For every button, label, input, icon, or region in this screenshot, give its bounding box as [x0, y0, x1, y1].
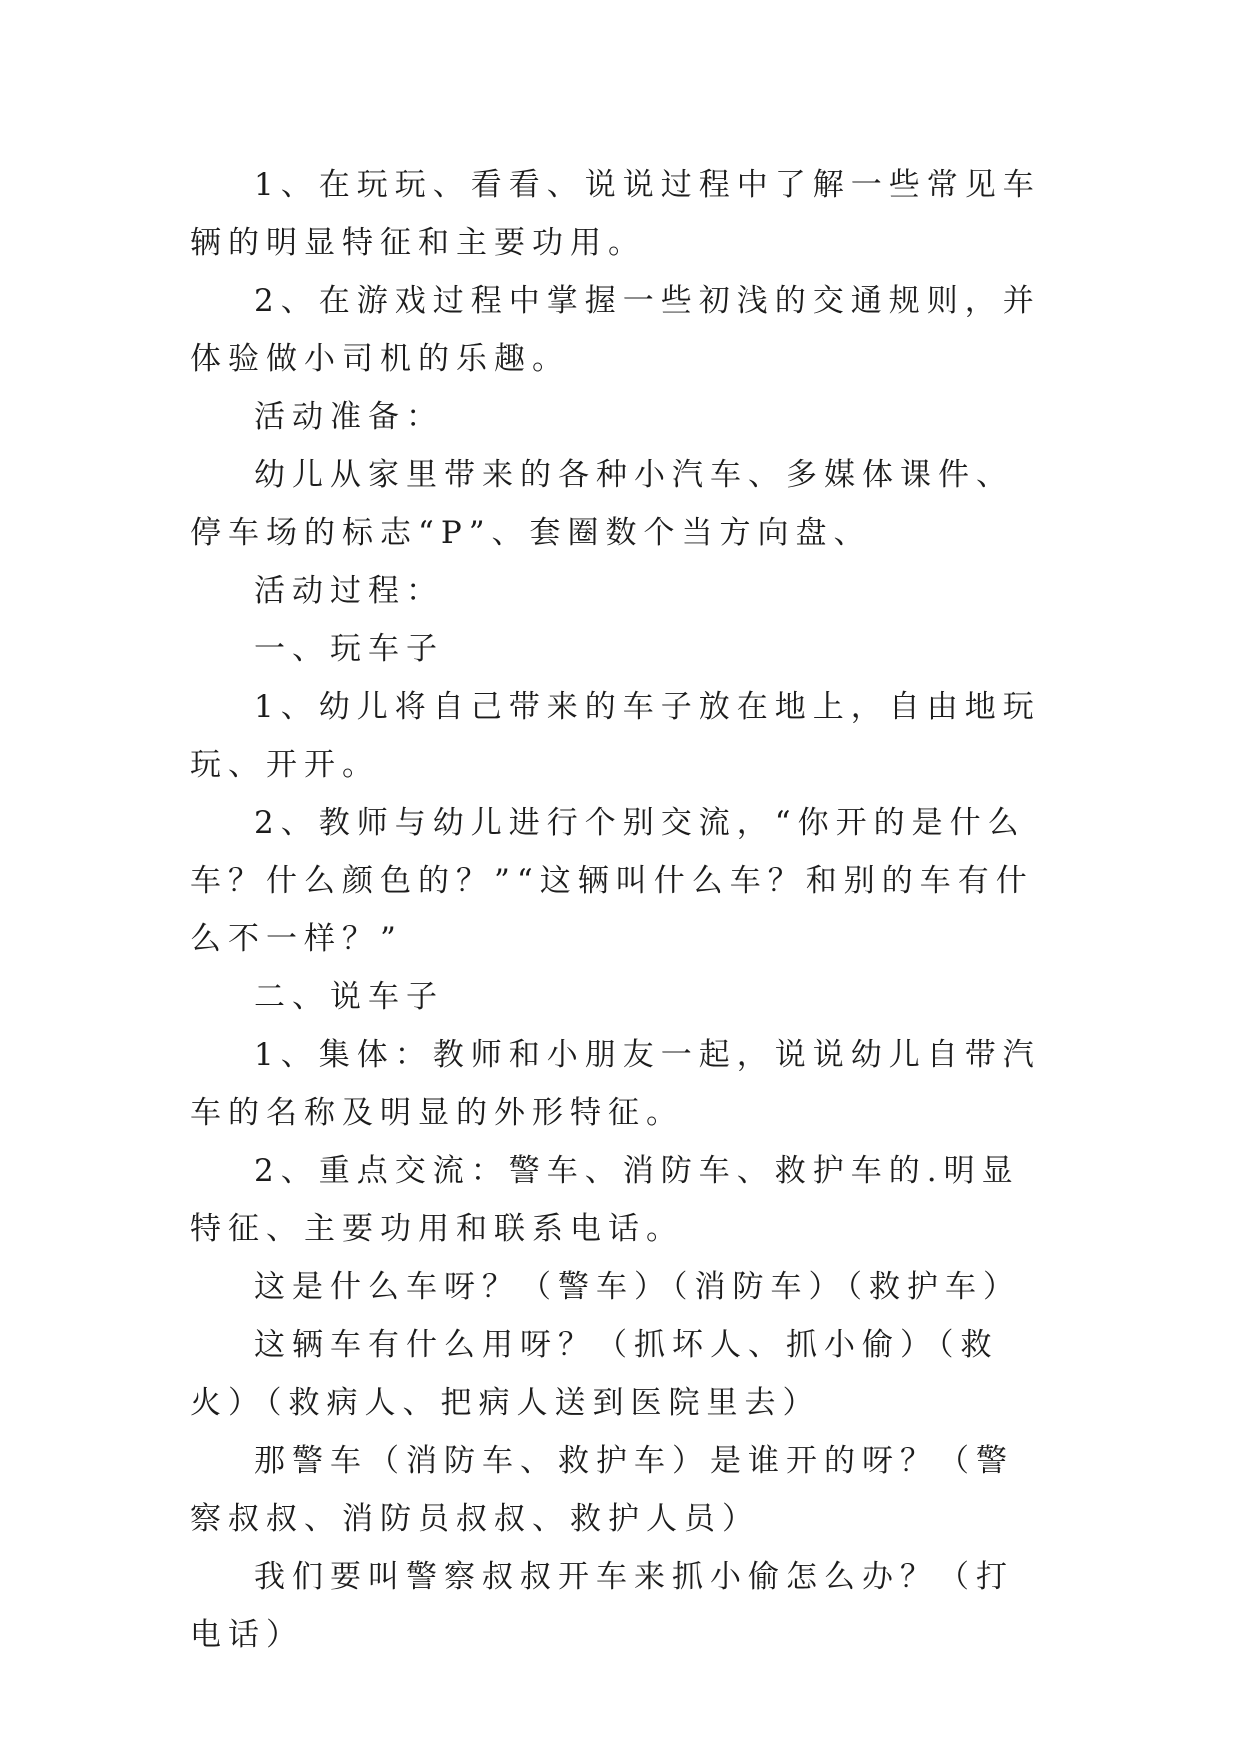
- objective-2-paragraph: 2、在游戏过程中掌握一些初浅的交通规则，并体验做小司机的乐趣。: [190, 283, 1041, 377]
- dialogue-question-3: 那警车（消防车、救护车）是谁开的呀？（警察叔叔、消防员叔叔、救护人员）: [190, 1443, 1014, 1537]
- section-1-step-1: 1、幼儿将自己带来的车子放在地上，自由地玩玩、开开。: [190, 689, 1041, 783]
- section-2-heading: 二、说车子: [254, 979, 444, 1015]
- section-1-step-2: 2、教师与幼儿进行个别交流，“你开的是什么车？什么颜色的？”“这辆叫什么车？和别的车有什么不一样？”: [190, 805, 1034, 957]
- section-2-step-1: 1、集体：教师和小朋友一起，说说幼儿自带汽车的名称及明显的外形特征。: [190, 1037, 1041, 1131]
- document-body: [190, 156, 1050, 1664]
- process-heading: 活动过程：: [254, 573, 444, 609]
- preparation-paragraph: 幼儿从家里带来的各种小汽车、多媒体课件、停车场的标志“P”、套圈数个当方向盘、: [190, 457, 1014, 551]
- section-2-step-2: 2、重点交流：警车、消防车、救护车的.明显特征、主要功用和联系电话。: [190, 1153, 1020, 1247]
- section-1-heading: 一、玩车子: [254, 631, 444, 667]
- preparation-heading: 活动准备：: [254, 399, 444, 435]
- dialogue-question-1: 这是什么车呀？（警车）（消防车）（救护车）: [254, 1269, 1021, 1305]
- dialogue-question-4: 我们要叫警察叔叔开车来抓小偷怎么办？（打电话）: [190, 1559, 1014, 1653]
- objective-1-paragraph: 1、在玩玩、看看、说说过程中了解一些常见车辆的明显特征和主要功用。: [190, 167, 1041, 261]
- dialogue-question-2: 这辆车有什么用呀？（抓坏人、抓小偷）（救火）（救病人、把病人送到医院里去）: [190, 1327, 999, 1421]
